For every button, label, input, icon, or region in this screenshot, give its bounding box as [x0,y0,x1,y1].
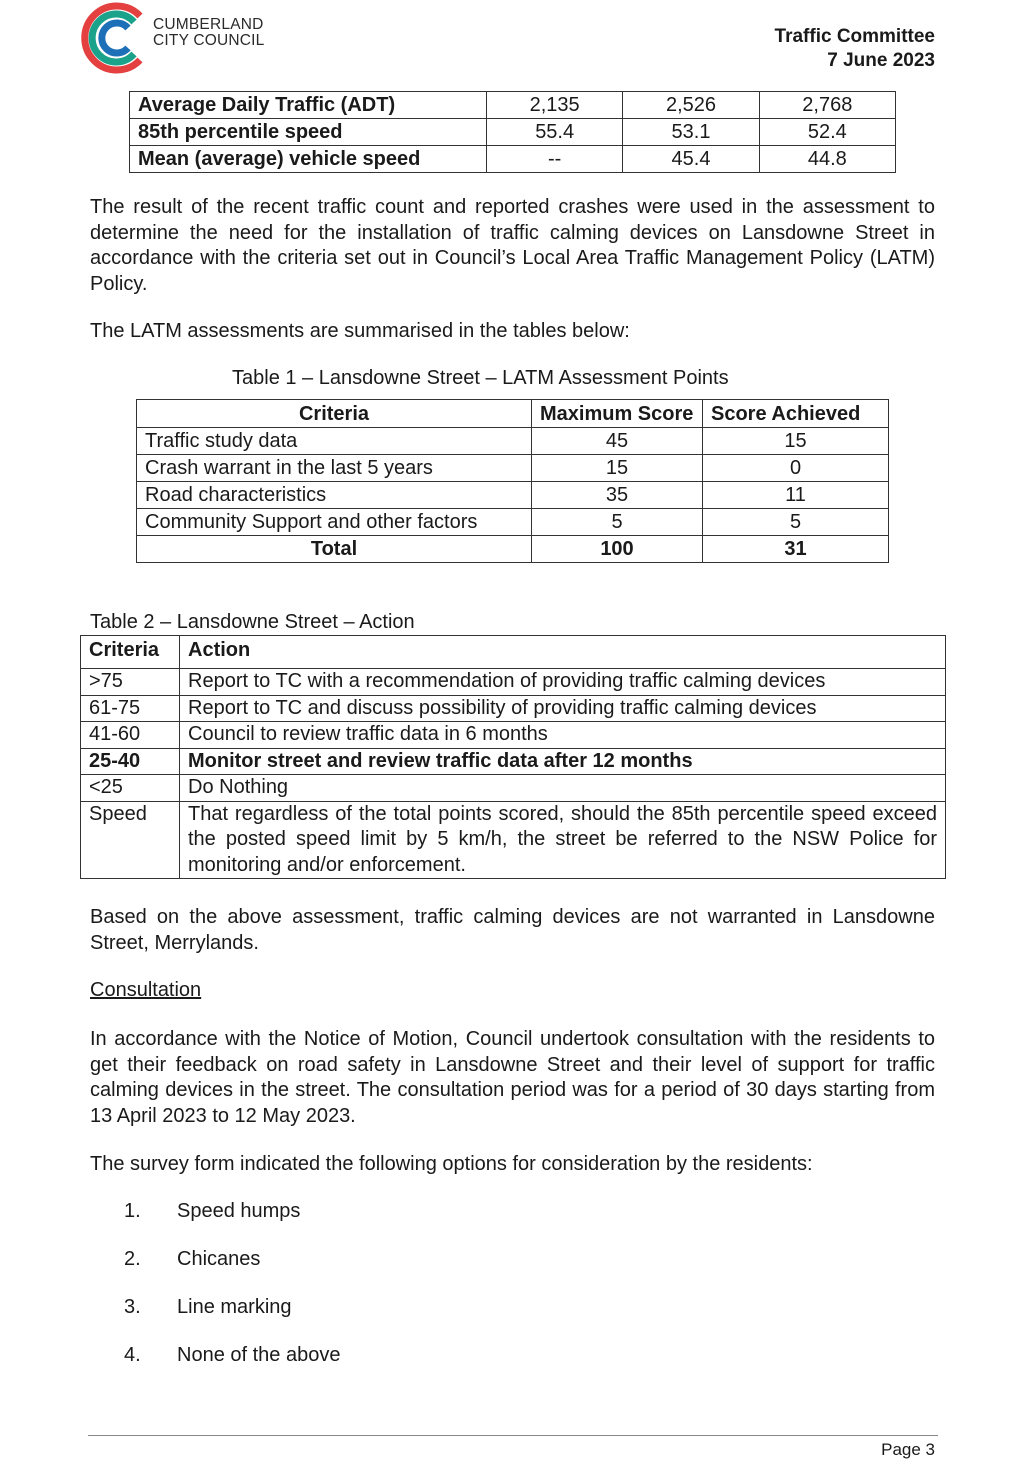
table-cell: Council to review traffic data in 6 months [180,722,946,749]
summary-paragraph: The LATM assessments are summarised in the tables below: [90,320,630,342]
table-cell: Monitor street and review traffic data after 12 months [180,748,946,775]
column-header: Action [180,636,946,669]
column-header: Maximum Score [532,400,703,428]
list-item [124,1296,292,1319]
council-logo-icon [78,0,154,76]
table-cell: Report to TC with a recommendation of providing traffic calming devices [180,669,946,696]
table-cell: Speed [81,801,180,879]
table-cell: 55.4 [487,119,623,146]
row-label: 85th percentile speed [130,119,487,146]
row-label: Mean (average) vehicle speed [130,146,487,173]
council-logo [78,0,278,76]
list-number: 3. [124,1296,141,1318]
list-number: 1. [124,1200,141,1222]
table-cell: 15 [703,428,889,455]
table-cell: 2,768 [759,92,895,119]
table-cell: Community Support and other factors [137,509,532,536]
list-item [124,1344,340,1367]
table-cell: 52.4 [759,119,895,146]
table-cell: -- [487,146,623,173]
table-row [81,775,946,802]
table-cell: Report to TC and discuss possibility of providing traffic calming devices [180,695,946,722]
org-line1: CUMBERLAND [153,16,264,33]
table-total-row [137,536,889,563]
column-header: Criteria [137,400,532,428]
table-cell: Road characteristics [137,482,532,509]
table-row [130,119,896,146]
table-row [130,92,896,119]
table-row [137,455,889,482]
consultation-heading: Consultation [90,979,202,1001]
council-name [153,17,265,49]
survey-paragraph: The survey form indicated the following options for consideration by the residents: [90,1153,813,1175]
column-header: Criteria [81,636,180,669]
table-cell: 35 [532,482,703,509]
table-cell: Do Nothing [180,775,946,802]
table-row [81,722,946,749]
header-meta [775,25,935,73]
footer-divider [88,1435,938,1436]
table-header-row [137,400,889,428]
table-row-highlighted [81,748,946,775]
table-row [81,669,946,696]
table-cell: 2,135 [487,92,623,119]
table-cell: 11 [703,482,889,509]
table-header-row [81,636,946,669]
table-cell: Crash warrant in the last 5 years [137,455,532,482]
action-table [80,635,946,879]
table-cell: 45.4 [623,146,759,173]
table-row [81,801,946,879]
table-row [137,482,889,509]
table-cell: 61-75 [81,695,180,722]
table-cell: 2,526 [623,92,759,119]
list-item [124,1248,260,1271]
table-cell: 0 [703,455,889,482]
table-row [137,428,889,455]
traffic-data-table [129,91,896,173]
table1-caption: Table 1 – Lansdowne Street – LATM Assessment Points [232,367,729,389]
consultation-paragraph: In accordance with the Notice of Motion, Council undertook consultation with the residents to get their feedback on road safety in Lansdowne Street and their level of support for traffic calming devices in the street. The consultation period was for a period of 30 days starting from 13 April 2023 to 12 May 2023. [90,1028,935,1127]
list-text: Chicanes [177,1248,261,1270]
table2-caption: Table 2 – Lansdowne Street – Action [90,611,415,633]
page-number: Page 3 [881,1440,935,1459]
column-header: Score Achieved [703,400,889,428]
list-text: Speed humps [177,1200,301,1222]
meeting-date: 7 June 2023 [827,50,935,71]
list-number: 2. [124,1248,141,1270]
table-cell: >75 [81,669,180,696]
table-cell: 25-40 [81,748,180,775]
table-cell: 5 [703,509,889,536]
list-item [124,1200,300,1223]
table-cell: 31 [703,536,889,563]
committee-name: Traffic Committee [774,26,935,47]
table-cell: <25 [81,775,180,802]
table-cell: 100 [532,536,703,563]
table-cell: Total [137,536,532,563]
table-cell: 44.8 [759,146,895,173]
intro-paragraph: The result of the recent traffic count and reported crashes were used in the assessment to determine the need for the installation of traffic calming devices on Lansdowne Street in accordance with the criteria set out in Council’s Local Area Traffic Management Policy (LATM) Policy. [90,196,935,295]
list-text: None of the above [177,1344,341,1366]
table-cell: 5 [532,509,703,536]
table-cell: Traffic study data [137,428,532,455]
table-row [130,146,896,173]
list-number: 4. [124,1344,141,1366]
table-cell: 15 [532,455,703,482]
latm-points-table [136,399,889,563]
table-cell: 41-60 [81,722,180,749]
table-row [137,509,889,536]
row-label: Average Daily Traffic (ADT) [130,92,487,119]
table-cell: That regardless of the total points scored, should the 85th percentile speed exceed the posted speed limit by 5 km/h, the street be referred to the NSW Police for monitoring and/or enforcement. [180,801,946,879]
assessment-conclusion: Based on the above assessment, traffic calming devices are not warranted in Lansdowne Street, Merrylands. [90,906,935,954]
table-cell: 45 [532,428,703,455]
list-text: Line marking [177,1296,292,1318]
table-row [81,695,946,722]
org-line2: CITY COUNCIL [153,32,265,49]
table-cell: 53.1 [623,119,759,146]
